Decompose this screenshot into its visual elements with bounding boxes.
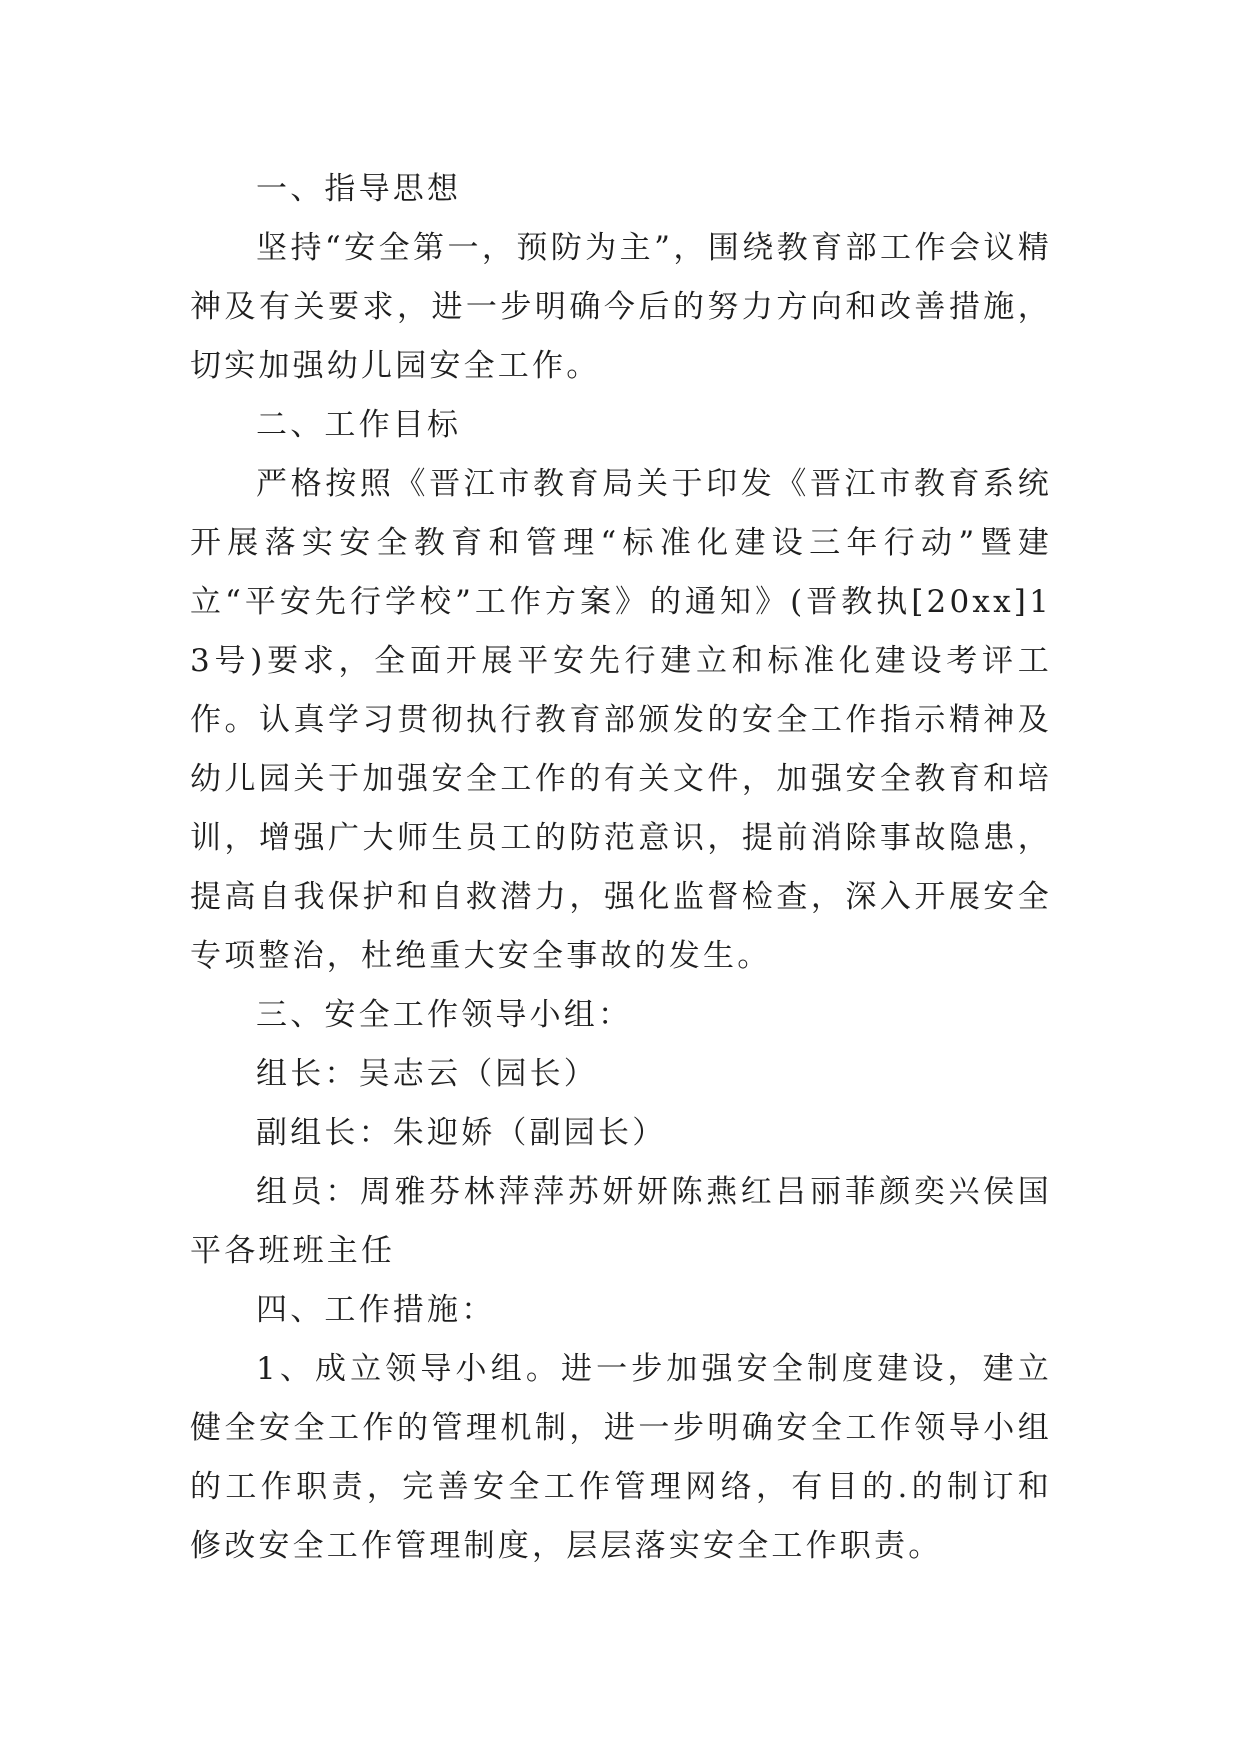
document-body [190,160,1052,1576]
members-line: 组员：周雅芬林萍萍苏妍妍陈燕红吕丽菲颜奕兴侯国平各班班主任 [190,1174,1052,1269]
paragraph-work-goals: 严格按照《晋江市教育局关于印发《晋江市教育系统开展落实安全教育和管理“标准化建设三年行动”暨建立“平安先行学校”工作方案》的通知》(晋教执[20xx]13号)要求，全面开展平安先行建立和标准化建设考评工作。认真学习贯彻执行教育部颁发的安全工作指示精神及幼儿园关于加强安全工作的有关文件，加强安全教育和培训，增强广大师生员工的防范意识，提前消除事故隐患，提高自我保护和自救潜力，强化监督检查，深入开展安全专项整治，杜绝重大安全事故的发生。 [190,466,1052,974]
paragraph-guiding-ideology: 坚持“安全第一，预防为主”，围绕教育部工作会议精神及有关要求，进一步明确今后的努力方向和改善措施，切实加强幼儿园安全工作。 [190,230,1052,384]
leader-line: 组长：吴志云（园长） [256,1056,598,1092]
deputy-leader-line: 副组长：朱迎娇（副园长） [256,1115,667,1151]
paragraph-measure-1: 1、成立领导小组。进一步加强安全制度建设，建立健全安全工作的管理机制，进一步明确安全工作领导小组的工作职责，完善安全工作管理网络，有目的.的制订和修改安全工作管理制度，层层落实安全工作职责。 [190,1351,1052,1564]
heading-leadership-group: 三、安全工作领导小组： [256,997,633,1033]
heading-work-measures: 四、工作措施： [256,1292,496,1328]
heading-work-goals: 二、工作目标 [256,407,462,443]
heading-guiding-ideology: 一、指导思想 [256,171,462,207]
